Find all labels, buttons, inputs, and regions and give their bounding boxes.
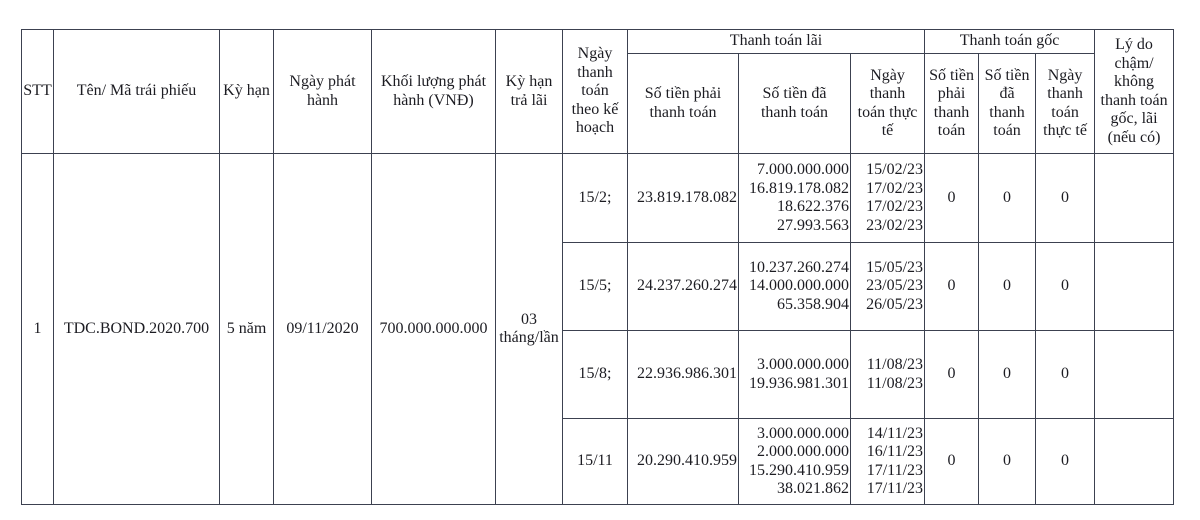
table-row [22,154,1174,243]
cell-principal-due: 0 [925,331,979,419]
cell-principal-due: 0 [925,419,979,505]
cell-principal-date: 0 [1036,154,1095,243]
cell-principal-due: 0 [925,243,979,331]
cell-term: 5 năm [220,154,274,505]
cell-reason [1095,154,1174,243]
cell-interest-paid: 3.000.000.000 19.936.981.301 [739,331,851,419]
header-group-principal: Thanh toán gốc [925,30,1095,54]
cell-interest-due: 23.819.178.082 [628,154,739,243]
header-principal-paid: Số tiền đã thanh toán [979,54,1036,154]
cell-principal-paid: 0 [979,243,1036,331]
cell-planned-date: 15/5; [563,243,628,331]
header-interest-due: Số tiền phải thanh toán [628,54,739,154]
cell-planned-date: 15/2; [563,154,628,243]
header-interest-actual-date: Ngày thanh toán thực tế [851,54,925,154]
cell-interest-actual-date: 14/11/23 16/11/23 17/11/23 17/11/23 [851,419,925,505]
cell-planned-date: 15/11 [563,419,628,505]
header-issue-volume: Khối lượng phát hành (VNĐ) [372,30,496,154]
header-interest-period: Kỳ hạn trả lãi [496,30,563,154]
cell-bond-name: TDC.BOND.2020.700 [54,154,220,505]
header-stt: STT [22,30,54,154]
cell-interest-paid: 10.237.260.274 14.000.000.000 65.358.904 [739,243,851,331]
cell-interest-actual-date: 11/08/23 11/08/23 [851,331,925,419]
header-reason: Lý do chậm/ không thanh toán gốc, lãi (nếu có) [1095,30,1174,154]
cell-interest-paid: 3.000.000.000 2.000.000.000 15.290.410.959 38.021.862 [739,419,851,505]
header-issue-date: Ngày phát hành [274,30,372,154]
cell-principal-date: 0 [1036,419,1095,505]
cell-principal-due: 0 [925,154,979,243]
cell-principal-paid: 0 [979,331,1036,419]
cell-interest-actual-date: 15/02/23 17/02/23 17/02/23 23/02/23 [851,154,925,243]
cell-planned-date: 15/8; [563,331,628,419]
cell-reason [1095,243,1174,331]
cell-interest-actual-date: 15/05/23 23/05/23 26/05/23 [851,243,925,331]
header-principal-due: Số tiền phải thanh toán [925,54,979,154]
cell-principal-paid: 0 [979,154,1036,243]
bond-payment-table [21,29,1174,505]
cell-principal-paid: 0 [979,419,1036,505]
header-planned-date: Ngày thanh toán theo kế hoạch [563,30,628,154]
cell-interest-due: 22.936.986.301 [628,331,739,419]
cell-interest-due: 24.237.260.274 [628,243,739,331]
cell-interest-due: 20.290.410.959 [628,419,739,505]
cell-issue-volume: 700.000.000.000 [372,154,496,505]
header-term: Kỳ hạn [220,30,274,154]
header-principal-actual-date: Ngày thanh toán thực tế [1036,54,1095,154]
cell-interest-paid: 7.000.000.000 16.819.178.082 18.622.376 27.993.563 [739,154,851,243]
header-group-interest: Thanh toán lãi [628,30,925,54]
cell-interest-period: 03 tháng/lần [496,154,563,505]
cell-principal-date: 0 [1036,331,1095,419]
cell-principal-date: 0 [1036,243,1095,331]
cell-reason [1095,419,1174,505]
cell-stt: 1 [22,154,54,505]
cell-reason [1095,331,1174,419]
header-interest-paid: Số tiền đã thanh toán [739,54,851,154]
header-bond-name: Tên/ Mã trái phiếu [54,30,220,154]
cell-issue-date: 09/11/2020 [274,154,372,505]
